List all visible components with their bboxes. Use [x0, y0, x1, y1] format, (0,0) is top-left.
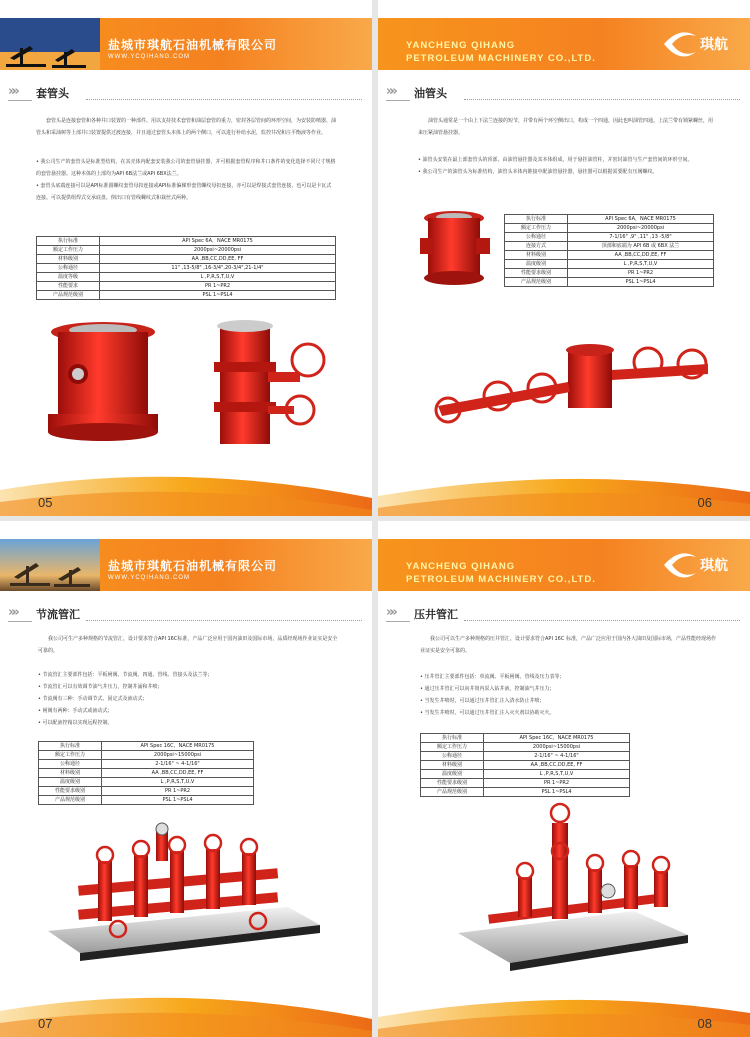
spec-key: 温度等级 — [37, 273, 100, 282]
table-row — [505, 233, 714, 242]
spec-value: L ,P,R,S,T,U,V — [102, 778, 254, 787]
feature-list — [418, 154, 714, 178]
intro-paragraph: 我公司可生产多种规格的节流管汇，设计要求符合API 16C标准，产品广泛应用于国内油田及国际市场，品质经现场作业证实是安全可靠的。 — [38, 636, 338, 654]
spec-value: PSL 1~PSL4 — [102, 796, 254, 805]
logo-swirl-icon — [660, 547, 700, 583]
spec-value: L ,P,R,S,T,U,V — [568, 260, 714, 269]
spec-key: 公称通径 — [421, 752, 484, 761]
spec-key: 公称通径 — [37, 264, 100, 273]
table-row — [505, 278, 714, 287]
list-item: • 我公司生产的油管头为标准结构，油管头本体内锥接中配油管悬挂器，悬挂器可以根据需要配有压阀螺纹。 — [418, 166, 714, 178]
table-row — [505, 224, 714, 233]
spec-value: 7-1/16" ,9" ,11" ,13 -5/8" — [568, 233, 714, 242]
spec-value: API Spec 6A，NACE MR0175 — [568, 215, 714, 224]
feature-list — [420, 671, 716, 719]
list-item: • 通过压井管汇可以向井筒内泵入钻井液，控制油气井压力； — [420, 683, 716, 695]
company-name-en-line1: YANCHENG QIHANG — [406, 561, 516, 572]
spec-key: 材料级别 — [37, 255, 100, 264]
table-row — [39, 778, 254, 787]
title-underline — [8, 100, 32, 101]
table-row — [37, 255, 336, 264]
feature-list — [38, 669, 338, 729]
list-item: • 节流管汇主要部件包括：平板闸阀、节流阀、四通、管线、管接头及法兰等； — [38, 669, 338, 681]
table-row — [39, 742, 254, 751]
spec-value: AA ,BB,CC,DD,EE, FF — [102, 769, 254, 778]
spec-value: PR 1~PR2 — [102, 787, 254, 796]
chevron-double-icon: »» — [386, 84, 393, 99]
tubing-head-assembly-image — [418, 334, 718, 434]
chevron-double-icon: »» — [386, 605, 393, 620]
page-number: 06 — [697, 495, 712, 510]
spec-key: 材料级别 — [505, 251, 568, 260]
company-logo — [660, 547, 740, 583]
table-row — [505, 242, 714, 251]
section-header — [378, 82, 750, 102]
oil-pump-silhouette-image — [0, 18, 100, 70]
table-row — [39, 796, 254, 805]
spec-value: API Spec 16C，NACE MR0175 — [484, 734, 630, 743]
chevron-double-icon: »» — [8, 84, 15, 99]
spec-value: 2-1/16" ~ 4-1/16" — [484, 752, 630, 761]
dotted-divider — [86, 99, 362, 100]
footer-swoosh — [0, 991, 372, 1037]
table-row — [37, 246, 336, 255]
intro-paragraph: 套管头是连接套管和各种井口装置的一种部件。用以支持技术套管和油层套管的重力，密封各层管间的环形空间，为安装防喷器、油管头和采油树等上部井口装置提供过渡连接，并且通过套管头本体上的两个侧口，可以进行补给水泥，监控井况和注平衡液等作业。 — [36, 118, 337, 136]
table-row — [39, 760, 254, 769]
logo-text: 琪航 — [700, 37, 728, 53]
table-row — [421, 743, 630, 752]
list-item: • 节流阀有三种：手动调节式、固定式及液动式； — [38, 693, 338, 705]
banner — [0, 539, 372, 591]
spec-value: 2000psi~20000psi — [100, 246, 336, 255]
spec-key: 性能要求级别 — [505, 269, 568, 278]
list-item: • 可以配液控箱以实现远程控制。 — [38, 717, 338, 729]
list-item: • 我公司生产的套管头是标准型结构，在其壳体内配套安装我公司的套管悬挂器，并可根据套管程序和井口条件的变化选择不同尺寸规格的套管悬挂器。这种本体的上部均为API 6B法兰或API 6BX法兰。 — [36, 156, 336, 180]
spec-value: API Spec 6A，NACE MR0175 — [100, 237, 336, 246]
table-row — [37, 264, 336, 273]
spec-key: 性能要求级别 — [421, 779, 484, 788]
table-row — [505, 251, 714, 260]
spec-value: PSL 1~PSL4 — [100, 291, 336, 300]
company-name-cn: 盐城市琪航石油机械有限公司 — [108, 38, 278, 52]
footer-swoosh — [378, 991, 750, 1037]
list-item: • 油管头安装在最上部套管头的顶部，由油管悬挂器及其本体组成，用于悬挂油管柱，并密封油管与生产套管间的环形空间。 — [418, 154, 714, 166]
spec-key: 执行标准 — [37, 237, 100, 246]
logo-text: 琪航 — [700, 558, 728, 574]
table-row — [505, 269, 714, 278]
spec-key: 执行标准 — [505, 215, 568, 224]
section-title: 压井管汇 — [414, 608, 458, 621]
company-logo — [660, 26, 740, 62]
logo-swirl-icon — [660, 26, 700, 62]
spec-key: 连接方式 — [505, 242, 568, 251]
intro-paragraph: 油管头通常是一个由上下法兰连接的短节，并带有两个环空侧出口，构成一个四通，因此也叫油管四通。上法兰带有锁紧螺丝，用来压紧油管悬挂器。 — [418, 118, 714, 136]
list-item: • 闸阀有两种：手动式或液动式； — [38, 705, 338, 717]
spec-key: 性能要求级别 — [39, 787, 102, 796]
feature-list — [36, 156, 336, 204]
spec-key: 额定工作压力 — [39, 751, 102, 760]
banner — [378, 539, 750, 591]
table-row — [421, 770, 630, 779]
banner — [0, 18, 372, 70]
spec-table — [504, 214, 714, 287]
spec-value: 2000psi~15000psi — [484, 743, 630, 752]
dotted-divider — [86, 620, 362, 621]
title-underline — [386, 621, 410, 622]
company-url[interactable]: WWW.YCQIHANG.COM — [108, 575, 190, 581]
footer-swoosh — [0, 470, 372, 516]
spec-key: 产品规范级别 — [37, 291, 100, 300]
oil-field-photo-image — [0, 539, 100, 591]
spec-value: PSL 1~PSL4 — [484, 788, 630, 797]
spec-key: 性能要求 — [37, 282, 100, 291]
dotted-divider — [464, 620, 740, 621]
company-name-en-line2: PETROLEUM MACHINERY CO.,LTD. — [406, 574, 596, 585]
spec-value: 2000psi~20000psi — [568, 224, 714, 233]
page-number: 07 — [38, 1016, 53, 1031]
section-header — [0, 82, 372, 102]
company-name-en-line2: PETROLEUM MACHINERY CO.,LTD. — [406, 53, 596, 64]
spec-value: 顶部和底端为 API 6B 或 6BX 法兰 — [568, 242, 714, 251]
table-row — [39, 751, 254, 760]
page-06 — [378, 0, 750, 516]
page-07 — [0, 521, 372, 1037]
spec-key: 温度级别 — [39, 778, 102, 787]
spec-key: 材料级别 — [421, 761, 484, 770]
spec-key: 产品规范级别 — [39, 796, 102, 805]
table-row — [421, 788, 630, 797]
list-item: • 节流管汇可以有效调节油气井压力，控制井涌和井喷； — [38, 681, 338, 693]
spec-value: PSL 1~PSL4 — [568, 278, 714, 287]
table-row — [421, 761, 630, 770]
table-row — [37, 282, 336, 291]
spec-table — [38, 741, 254, 805]
footer-swoosh — [378, 470, 750, 516]
spec-key: 温度级别 — [505, 260, 568, 269]
casing-head-image — [38, 318, 168, 448]
title-underline — [386, 100, 410, 101]
spec-table — [36, 236, 336, 300]
kill-manifold-image — [448, 799, 698, 979]
dotted-divider — [464, 99, 740, 100]
spec-key: 执行标准 — [39, 742, 102, 751]
company-url[interactable]: WWW.YCQIHANG.COM — [108, 54, 190, 60]
banner — [378, 18, 750, 70]
section-title: 套管头 — [36, 87, 69, 100]
spec-value: L ,P,R,S,T,U,V — [100, 273, 336, 282]
spec-value: PR 1~PR2 — [568, 269, 714, 278]
spec-key: 额定工作压力 — [37, 246, 100, 255]
page-08 — [378, 521, 750, 1037]
table-row — [421, 734, 630, 743]
spec-key: 额定工作压力 — [505, 224, 568, 233]
spec-value: L ,P,R,S,T,U,V — [484, 770, 630, 779]
spec-value: AA ,BB,CC,DD,EE, FF — [568, 251, 714, 260]
spec-table — [420, 733, 630, 797]
spec-value: AA ,BB,CC,DD,EE, FF — [100, 255, 336, 264]
spec-key: 公称通径 — [505, 233, 568, 242]
spec-key: 额定工作压力 — [421, 743, 484, 752]
choke-manifold-image — [38, 821, 328, 971]
page-number: 05 — [38, 495, 53, 510]
section-header — [0, 603, 372, 623]
spec-key: 材料级别 — [39, 769, 102, 778]
tubing-head-image — [418, 208, 498, 288]
spec-value: 2-1/16" ~ 4-1/16" — [102, 760, 254, 769]
list-item: • 当发生井喷时，可以通过压井管汇注入清水防止井喷； — [420, 695, 716, 707]
spec-key: 执行标准 — [421, 734, 484, 743]
intro-paragraph: 我公司可以生产多种规格的压井管汇，设计要求符合API 16C 标准，产品广泛应用于国内各大油田及国际市场，产品性能经现场作业证实是安全可靠的。 — [420, 636, 716, 654]
table-row — [39, 787, 254, 796]
table-row — [505, 260, 714, 269]
table-row — [421, 779, 630, 788]
spec-key: 温度级别 — [421, 770, 484, 779]
table-row — [505, 215, 714, 224]
spec-value: API Spec 16C，NACE MR0175 — [102, 742, 254, 751]
list-item: • 套管头底端连接可以是API标准圆螺纹套管母扣连接或API标准偏梯形套管螺纹母扣连接，亦可以是焊接式套管连接，也可以是卡瓦式连接。可以提供组焊式交承底盘，倒出口有管线螺纹式和栽丝式两种。 — [36, 180, 336, 204]
table-row — [37, 273, 336, 282]
table-row — [37, 291, 336, 300]
list-item: • 当发生井喷时，可以通过压井管汇注入灭火剂以协助灭火。 — [420, 707, 716, 719]
table-row — [39, 769, 254, 778]
spec-value: PR 1~PR2 — [100, 282, 336, 291]
table-row — [37, 237, 336, 246]
company-name-cn: 盐城市琪航石油机械有限公司 — [108, 559, 278, 573]
chevron-double-icon: »» — [8, 605, 15, 620]
section-title: 节流管汇 — [36, 608, 80, 621]
spec-key: 产品规范级别 — [421, 788, 484, 797]
list-item: • 压井管汇主要部件包括：单流阀、平板闸阀、管线及压力表等； — [420, 671, 716, 683]
title-underline — [8, 621, 32, 622]
spec-value: AA ,BB,CC,DD,EE, FF — [484, 761, 630, 770]
table-row — [421, 752, 630, 761]
spec-value: 2000psi~15000psi — [102, 751, 254, 760]
spec-value: 11" ,13-5/8" ,16-3/4",20-3/4",21-1/4" — [100, 264, 336, 273]
spec-value: PR 1~PR2 — [484, 779, 630, 788]
section-header — [378, 603, 750, 623]
spec-key: 产品规范级别 — [505, 278, 568, 287]
company-name-en-line1: YANCHENG QIHANG — [406, 40, 516, 51]
spec-key: 公称通径 — [39, 760, 102, 769]
page-05 — [0, 0, 372, 516]
page-number: 08 — [697, 1016, 712, 1031]
casing-head-assembly-image — [200, 320, 330, 450]
section-title: 油管头 — [414, 87, 447, 100]
